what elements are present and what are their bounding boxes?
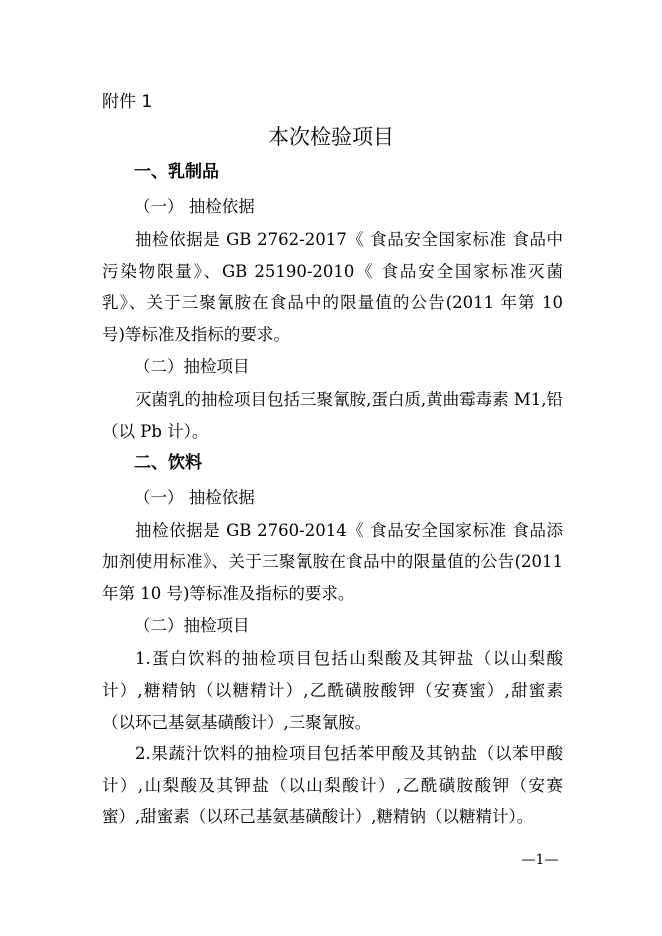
section-heading: 一、乳制品 (134, 162, 219, 182)
subsection-heading-items: （二）抽检项目 (134, 616, 250, 636)
document-body (102, 157, 563, 833)
attachment-label: 附件 1 (102, 92, 153, 112)
subsection-heading-items: （二）抽检项目 (134, 357, 250, 377)
page-number: —1— (521, 852, 559, 868)
items-paragraph: 2.果蔬汁饮料的抽检项目包括苯甲酸及其钠盐（以苯甲酸计）,山梨酸及其钾盐（以山梨酸计）,乙酰磺胺酸钾（安赛蜜）,甜蜜素（以环己基氨基磺酸计）,糖精钠（以糖精计）。 (102, 744, 563, 827)
section-beverage (102, 448, 563, 833)
section-heading: 二、饮料 (134, 452, 202, 473)
page-title: 本次检验项目 (268, 125, 394, 149)
subsection-heading-basis: （一） 抽检依据 (134, 197, 255, 216)
basis-paragraph: 抽检依据是 GB 2760-2014《 食品安全国家标准 食品添加剂使用标准》、关于三聚氰胺在食品中的限量值的公告(2011 年第 10 号)等标准及指标的要求。 (102, 520, 563, 603)
items-paragraph: 灭菌乳的抽检项目包括三聚氰胺,蛋白质,黄曲霉毒素 M1,铅（以 Pb 计）。 (102, 390, 563, 441)
section-dairy (102, 157, 563, 448)
items-paragraph: 1.蛋白饮料的抽检项目包括山梨酸及其钾盐（以山梨酸计）,糖精钠（以糖精计）,乙酰磺胺酸钾（安赛蜜）,甜蜜素（以环己基氨基磺酸计）,三聚氰胺。 (102, 649, 563, 732)
subsection-heading-basis: （一） 抽检依据 (134, 487, 255, 507)
basis-paragraph: 抽检依据是 GB 2762-2017《 食品安全国家标准 食品中污染物限量》、GB 25190-2010《 食品安全国家标准灭菌乳》、关于三聚氰胺在食品中的限量值的公告(2011 年第 10 号)等标准及指标的要求。 (102, 230, 563, 344)
